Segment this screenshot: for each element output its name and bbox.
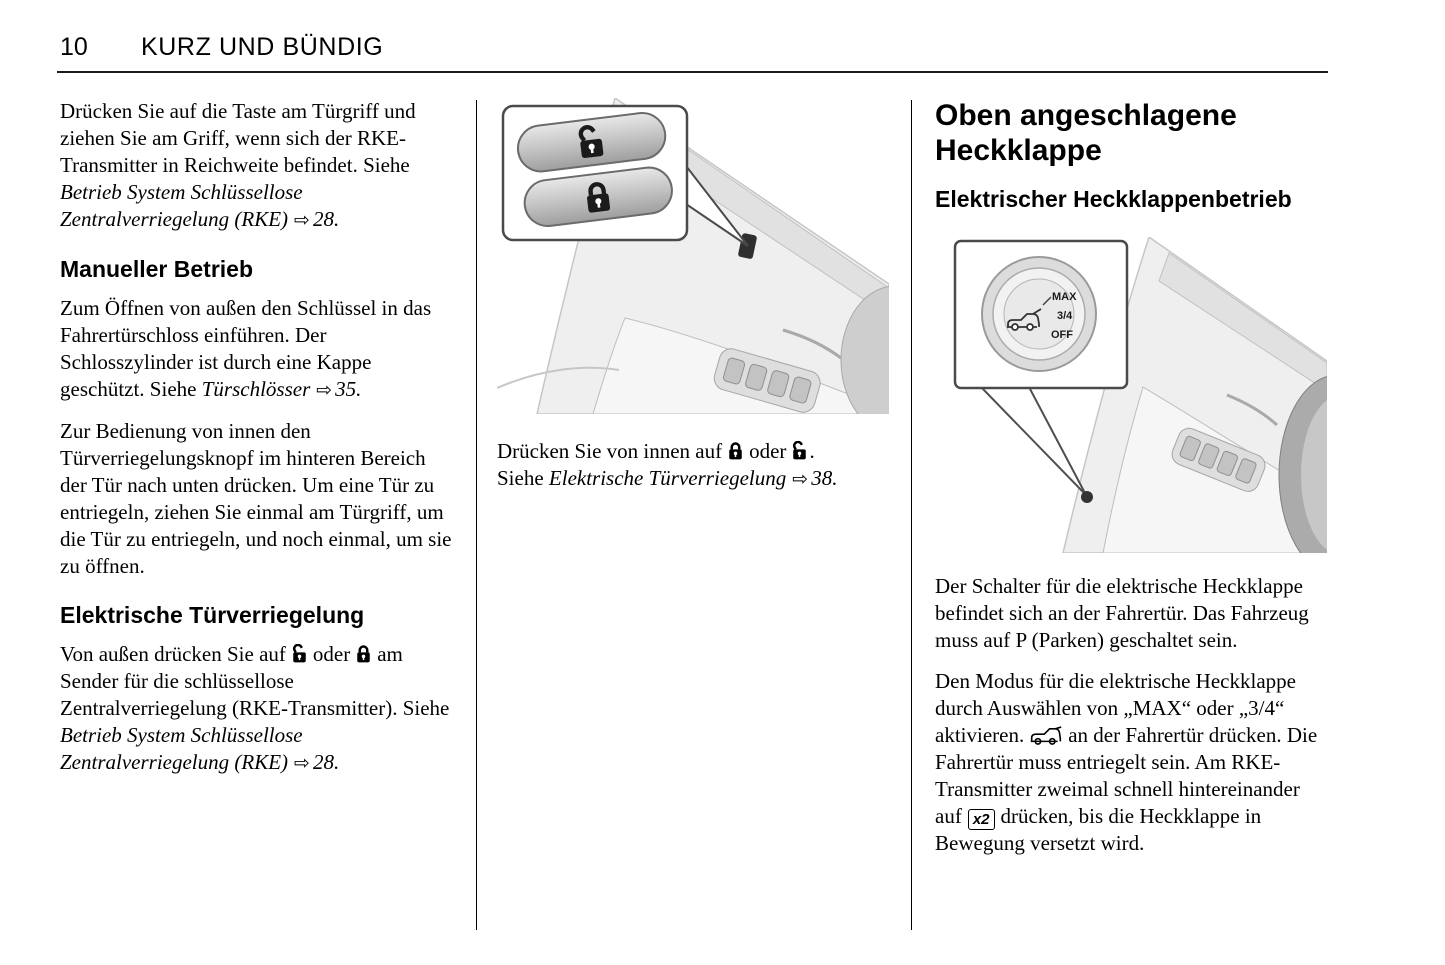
heading-manueller-betrieb: Manueller Betrieb [60,256,253,282]
paragraph-rke-sender [60,641,452,777]
tailgate-switch-location [1081,491,1093,503]
paragraph-innen-bedienung: Zur Bedienung von innen den Türverriegelungsknopf im hinteren Bereich der Tür nach unten drücken. Um eine Tür zu entriegeln, ziehen Sie einmal am Türgriff, um die Tür zu entriegeln, und noch einmal, um sie zu öffnen. [60,419,452,578]
heading-heckklappe: Oben angeschlagene Heckklappe [935,99,1237,167]
tailgate-switch-figure [935,237,1327,553]
paragraph-schluessel [60,295,452,404]
paragraph-text: oder [312,642,351,666]
page-ref-arrow-icon: ⇨ [316,379,333,401]
reference-link: Türschlösser [201,377,311,401]
tailgate-open-icon [1029,726,1063,746]
door-lock-buttons-illustration [497,98,889,414]
paragraph-text: an der Fahrertür drücken. Die Fahrertür muss entriegelt sein. Am RKE-Transmitter zweimal schnell hintereinander auf [935,723,1318,828]
paragraph-text: Von außen drücken Sie auf [60,642,286,666]
reference-link: Betrieb System Schlüssellose Zentralverriegelung (RKE) [60,723,303,774]
column-right [935,98,1327,871]
reference-page: 28. [312,207,340,231]
paragraph-text: Zum Öffnen von außen den Schlüssel in das Fahrertürschloss einführen. Der Schlosszylinder ist durch eine Kappe geschützt. Siehe [60,296,432,401]
tailgate-switch-illustration [935,237,1327,553]
column-divider [476,100,477,930]
header-rule [57,71,1328,73]
caption-text: . [809,439,815,463]
paragraph-schalter: Der Schalter für die elektrische Heckklappe befindet sich an der Fahrertür. Das Fahrzeug muss auf P (Parken) geschaltet sein. [935,574,1309,652]
page-title: KURZ UND BÜNDIG [141,33,384,61]
paragraph-modus [935,668,1327,857]
paragraph-text: Drücken Sie auf die Taste am Türgriff und ziehen Sie am Griff, wenn sich der RKE-Transmitter in Reichweite befindet. Siehe [60,99,416,177]
caption-text: oder [749,439,787,463]
unlock-icon [291,644,308,664]
lock-icon [727,441,744,461]
reference-page: 35. [335,377,362,401]
page-ref-arrow-icon: ⇨ [792,468,809,490]
column-middle [497,98,891,507]
page-number: 10 [60,33,88,61]
press-twice-x2-icon: x2 [968,809,995,830]
paragraph-text: drücken, bis die Heckklappe in Bewegung versetzt wird. [935,804,1262,855]
column-left [60,98,452,791]
paragraph-rke-taste [60,98,452,234]
caption-text: Drücken Sie von innen auf [497,439,723,463]
knob-label-3-4: 3/4 [1057,310,1073,322]
reference-page: 38. [811,466,838,490]
lock-icon [355,644,372,664]
caption-text: Siehe [497,466,549,490]
tailgate-mode-knob [982,257,1096,371]
figure-caption [497,438,891,493]
reference-page: 28. [312,750,340,774]
knob-label-off: OFF [1051,329,1073,341]
paragraph-text: Den Modus für die elektrische Heckklappe durch Auswählen von „MAX“ oder „3/4“ aktivieren. [935,669,1296,747]
reference-link: Elektrische Türverriegelung [548,466,787,490]
unlock-icon [791,441,808,461]
heading-elektrische-tuerverriegelung: Elektrische Türverriegelung [60,602,365,628]
door-lock-buttons-figure [497,98,891,414]
column-divider [911,100,912,930]
heading-elektrischer-heckklappenbetrieb: Elektrischer Heckklappenbetrieb [935,186,1292,212]
reference-link: Betrieb System Schlüssellose Zentralverriegelung (RKE) [60,180,303,231]
page-ref-arrow-icon: ⇨ [294,752,310,774]
paragraph-text: am Sender für die schlüssellose Zentralverriegelung (RKE-Transmitter). Siehe [60,642,450,720]
knob-label-max: MAX [1052,291,1077,303]
page-ref-arrow-icon: ⇨ [294,209,310,231]
